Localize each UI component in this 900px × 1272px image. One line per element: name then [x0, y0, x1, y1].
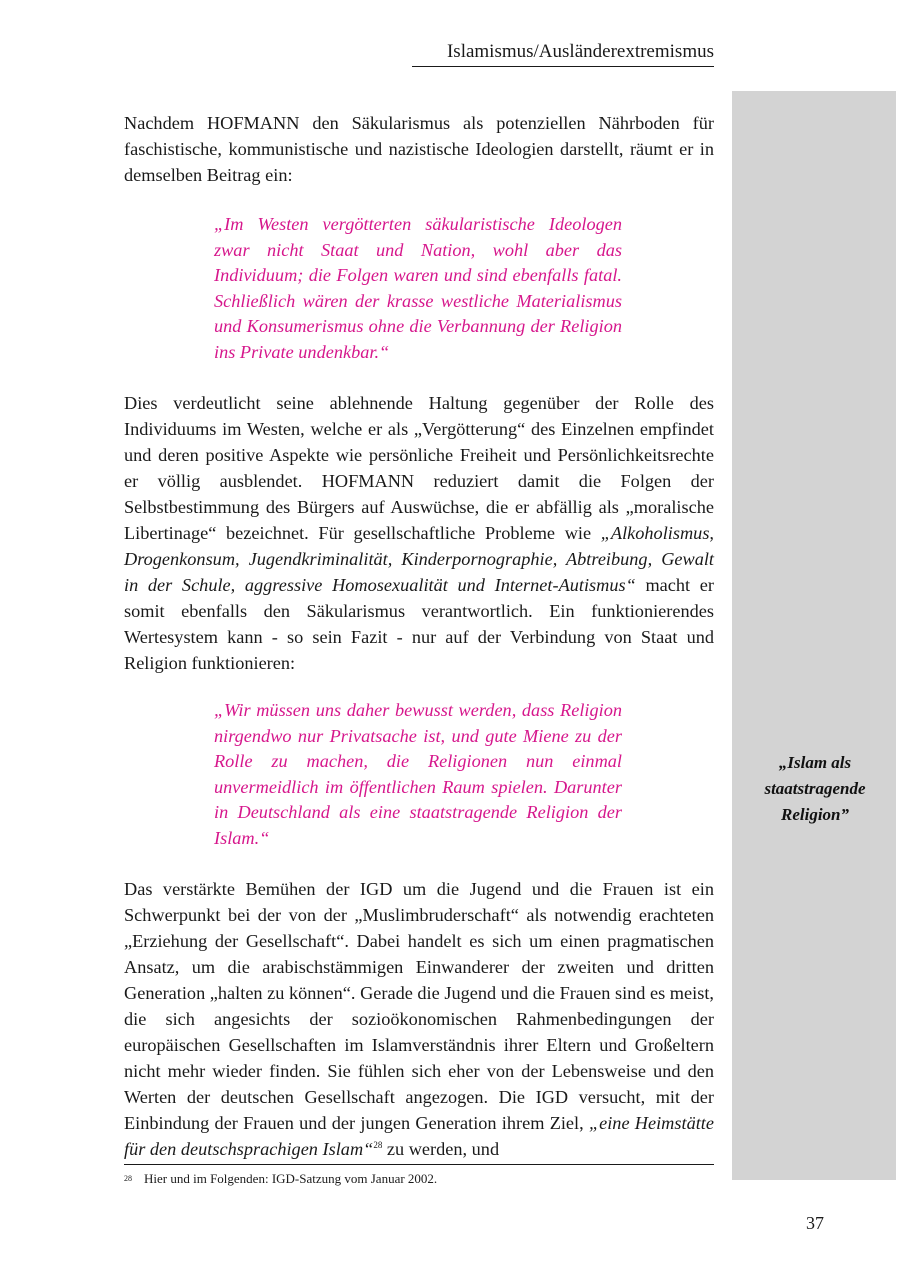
quote-2: „Wir müssen uns daher bewusst werden, dass Religion nirgendwo nur Privatsache ist, und gute Miene zu der Rolle zu machen, die Religionen nun einmal unvermeidlich im öffentlichen Raum spielen. Darunter in Deutschland als eine staatstragende Religion der Islam.“ [214, 700, 622, 848]
quote-1: „Im Westen vergötterten säkularistische Ideologen zwar nicht Staat und Nation, wohl aber das Individuum; die Folgen waren und sind ebenfalls fatal. Schließlich wären der krasse westliche Materialismus und Konsumerismus ohne die Verbannung der Religion ins Private undenkbar.“ [214, 214, 622, 362]
footnote-number: 28 [124, 1174, 132, 1183]
paragraph-2-text-b: macht er somit ebenfalls den Säkularismus verantwortlich. Ein funktionierendes Wertesystem kann - so sein Fazit - nur auf der Verbindung von Staat und Religion funktionieren: [124, 575, 714, 673]
margin-sidebar [732, 91, 896, 1180]
footnote-reference: 28 [373, 1139, 383, 1150]
sidebar-note: „Islam als staatstragende Religion” [764, 753, 866, 824]
paragraph-2 [124, 390, 714, 676]
footnote-text: Hier und im Folgenden: IGD-Satzung vom Januar 2002. [144, 1171, 438, 1186]
paragraph-3-text-b: zu werden, und [382, 1139, 500, 1159]
paragraph-3 [124, 876, 714, 1162]
running-header: Islamismus/Ausländerextremismus [412, 40, 714, 67]
footnote-divider [124, 1164, 714, 1165]
paragraph-3-text-a: Das verstärkte Bemühen der IGD um die Jugend und die Frauen ist ein Schwerpunkt bei der von der „Muslimbruderschaft“ als notwendig erachteten „Erziehung der Gesellschaft“. Dabei handelt es sich um einen pragmatischen Ansatz, um die arabischstämmigen Einwanderer der zweiten und dritten Generation „halten zu können“. Gerade die Jugend und die Frauen sind es meist, die sich angesichts der sozioökonomischen Rahmenbedingungen der europäischen Gesellschaften im Islamverständnis ihrer Eltern und Großeltern nicht mehr wieder finden. Sie fühlen sich eher von der Lebensweise und den Werten der deutschen Gesellschaft angezogen. Die IGD versucht, mit der Einbindung der Frauen und der jungen Generation ihrem Ziel, [124, 879, 714, 1133]
paragraph-2-text-a: Dies verdeutlicht seine ablehnende Haltung gegenüber der Rolle des Individuums im Westen, welche er als „Vergötterung“ des Einzelnen empfindet und deren positive Aspekte wie persönliche Freiheit und Persönlichkeitsrechte er völlig ausblendet. HOFMANN reduziert damit die Folgen der Selbstbestimmung des Bürgers auf Auswüchse, die er abfällig als „moralische Libertinage“ bezeichnet. Für gesellschaftliche Probleme wie [124, 393, 714, 543]
paragraph-2-italic-list: „Alkoholismus, Drogenkonsum, Jugendkriminalität, Kinderpornographie, Abtreibung, Gewalt in der Schule, aggressive Homosexualität und Internet-Autismus“ [124, 523, 714, 595]
paragraph-3-italic-quote: „eine Heimstätte für den deutschsprachigen Islam“ [124, 1113, 714, 1159]
footnote [124, 1170, 714, 1188]
paragraph-1: Nachdem HOFMANN den Säkularismus als potenziellen Nährboden für faschistische, kommunistische und nazistische Ideologien darstellt, räumt er in demselben Beitrag ein: [124, 113, 714, 185]
page-number: 37 [806, 1213, 824, 1233]
